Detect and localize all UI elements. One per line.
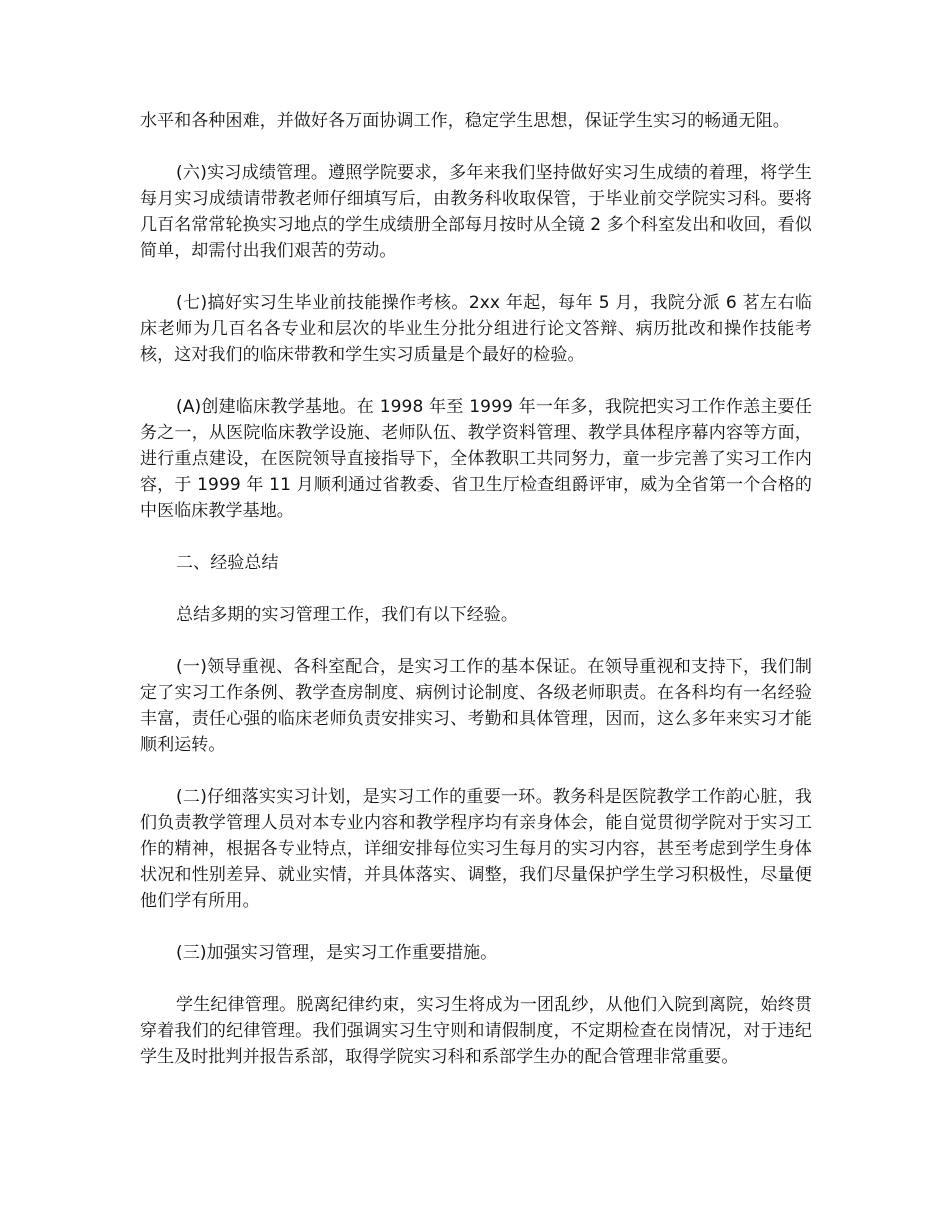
section-heading: 二、经验总结 bbox=[176, 553, 279, 573]
paragraph: 总结多期的实习管理工作，我们有以下经验。 bbox=[176, 605, 518, 625]
paragraph: (六)实习成绩管理。遵照学院要求，多年来我们坚持做好实习生成绩的着理，将学生每月实习成绩请带教老师仔细填写后，由教务科收取保管，于毕业前交学院实习科。要将几百名常常轮换实习地点的学生成绩册全部每月按时从全镜 2 多个科室发出和收回，看似简单，却需付出我们艰苦的劳动。 bbox=[140, 163, 812, 261]
paragraph: (三)加强实习管理，是实习工作重要措施。 bbox=[176, 943, 498, 963]
paragraph: (一)领导重视、各科室配合，是实习工作的基本保证。在领导重视和支持下，我们制定了实习工作条例、教学查房制度、病例讨论制度、各级老师职责。在各科均有一名经验丰富，责任心强的临床老师负责安排实习、考勤和具体管理，因而，这么多年来实习才能顺利运转。 bbox=[140, 657, 812, 755]
document-page bbox=[140, 108, 812, 1096]
paragraph: (二)仔细落实实习计划，是实习工作的重要一环。教务科是医院教学工作韵心脏，我们负责教学管理人员对本专业内容和教学程序均有亲身体会，能自觉贯彻学院对于实习工作的精神，根据各专业特点，详细安排每位实习生每月的实习内容，甚至考虑到学生身体状况和性别差异、就业实情，并具体落实、调整，我们尽量保护学生学习积极性，尽量便他们学有所用。 bbox=[140, 787, 812, 911]
paragraph: 学生纪律管理。脱离纪律约束，实习生将成为一团乱纱，从他们入院到离院，始终贯穿着我们的纪律管理。我们强调实习生守则和请假制度，不定期检查在岗情况，对于违纪学生及时批判并报告系部，取得学院实习科和系部学生办的配合管理非常重要。 bbox=[140, 995, 812, 1067]
paragraph: (七)搞好实习生毕业前技能操作考核。2xx 年起，每年 5 月，我院分派 6 茗左右临床老师为几百名各专业和层次的毕业生分批分组进行论文答辩、病历批改和操作技能考核，这对我们的临床带教和学生实习质量是个最好的检验。 bbox=[140, 293, 812, 365]
paragraph: (A)创建临床教学基地。在 1998 年至 1999 年一年多，我院把实习工作作恙主要任务之一，从医院临床教学设施、老师队伍、教学资料管理、教学具体程序幕内容等方面，进行重点建设，在医院领导直接指导下，全体教职工共同努力，童一步完善了实习工作内容，于 1999 年 11 月顺利通过省教委、省卫生厅检查组爵评审，威为全省第一个合格的中医临床教学基地。 bbox=[140, 397, 812, 521]
paragraph: 水平和各种困难，并做好各万面协调工作，稳定学生思想，保证学生实习的畅通无阻。 bbox=[140, 111, 790, 131]
